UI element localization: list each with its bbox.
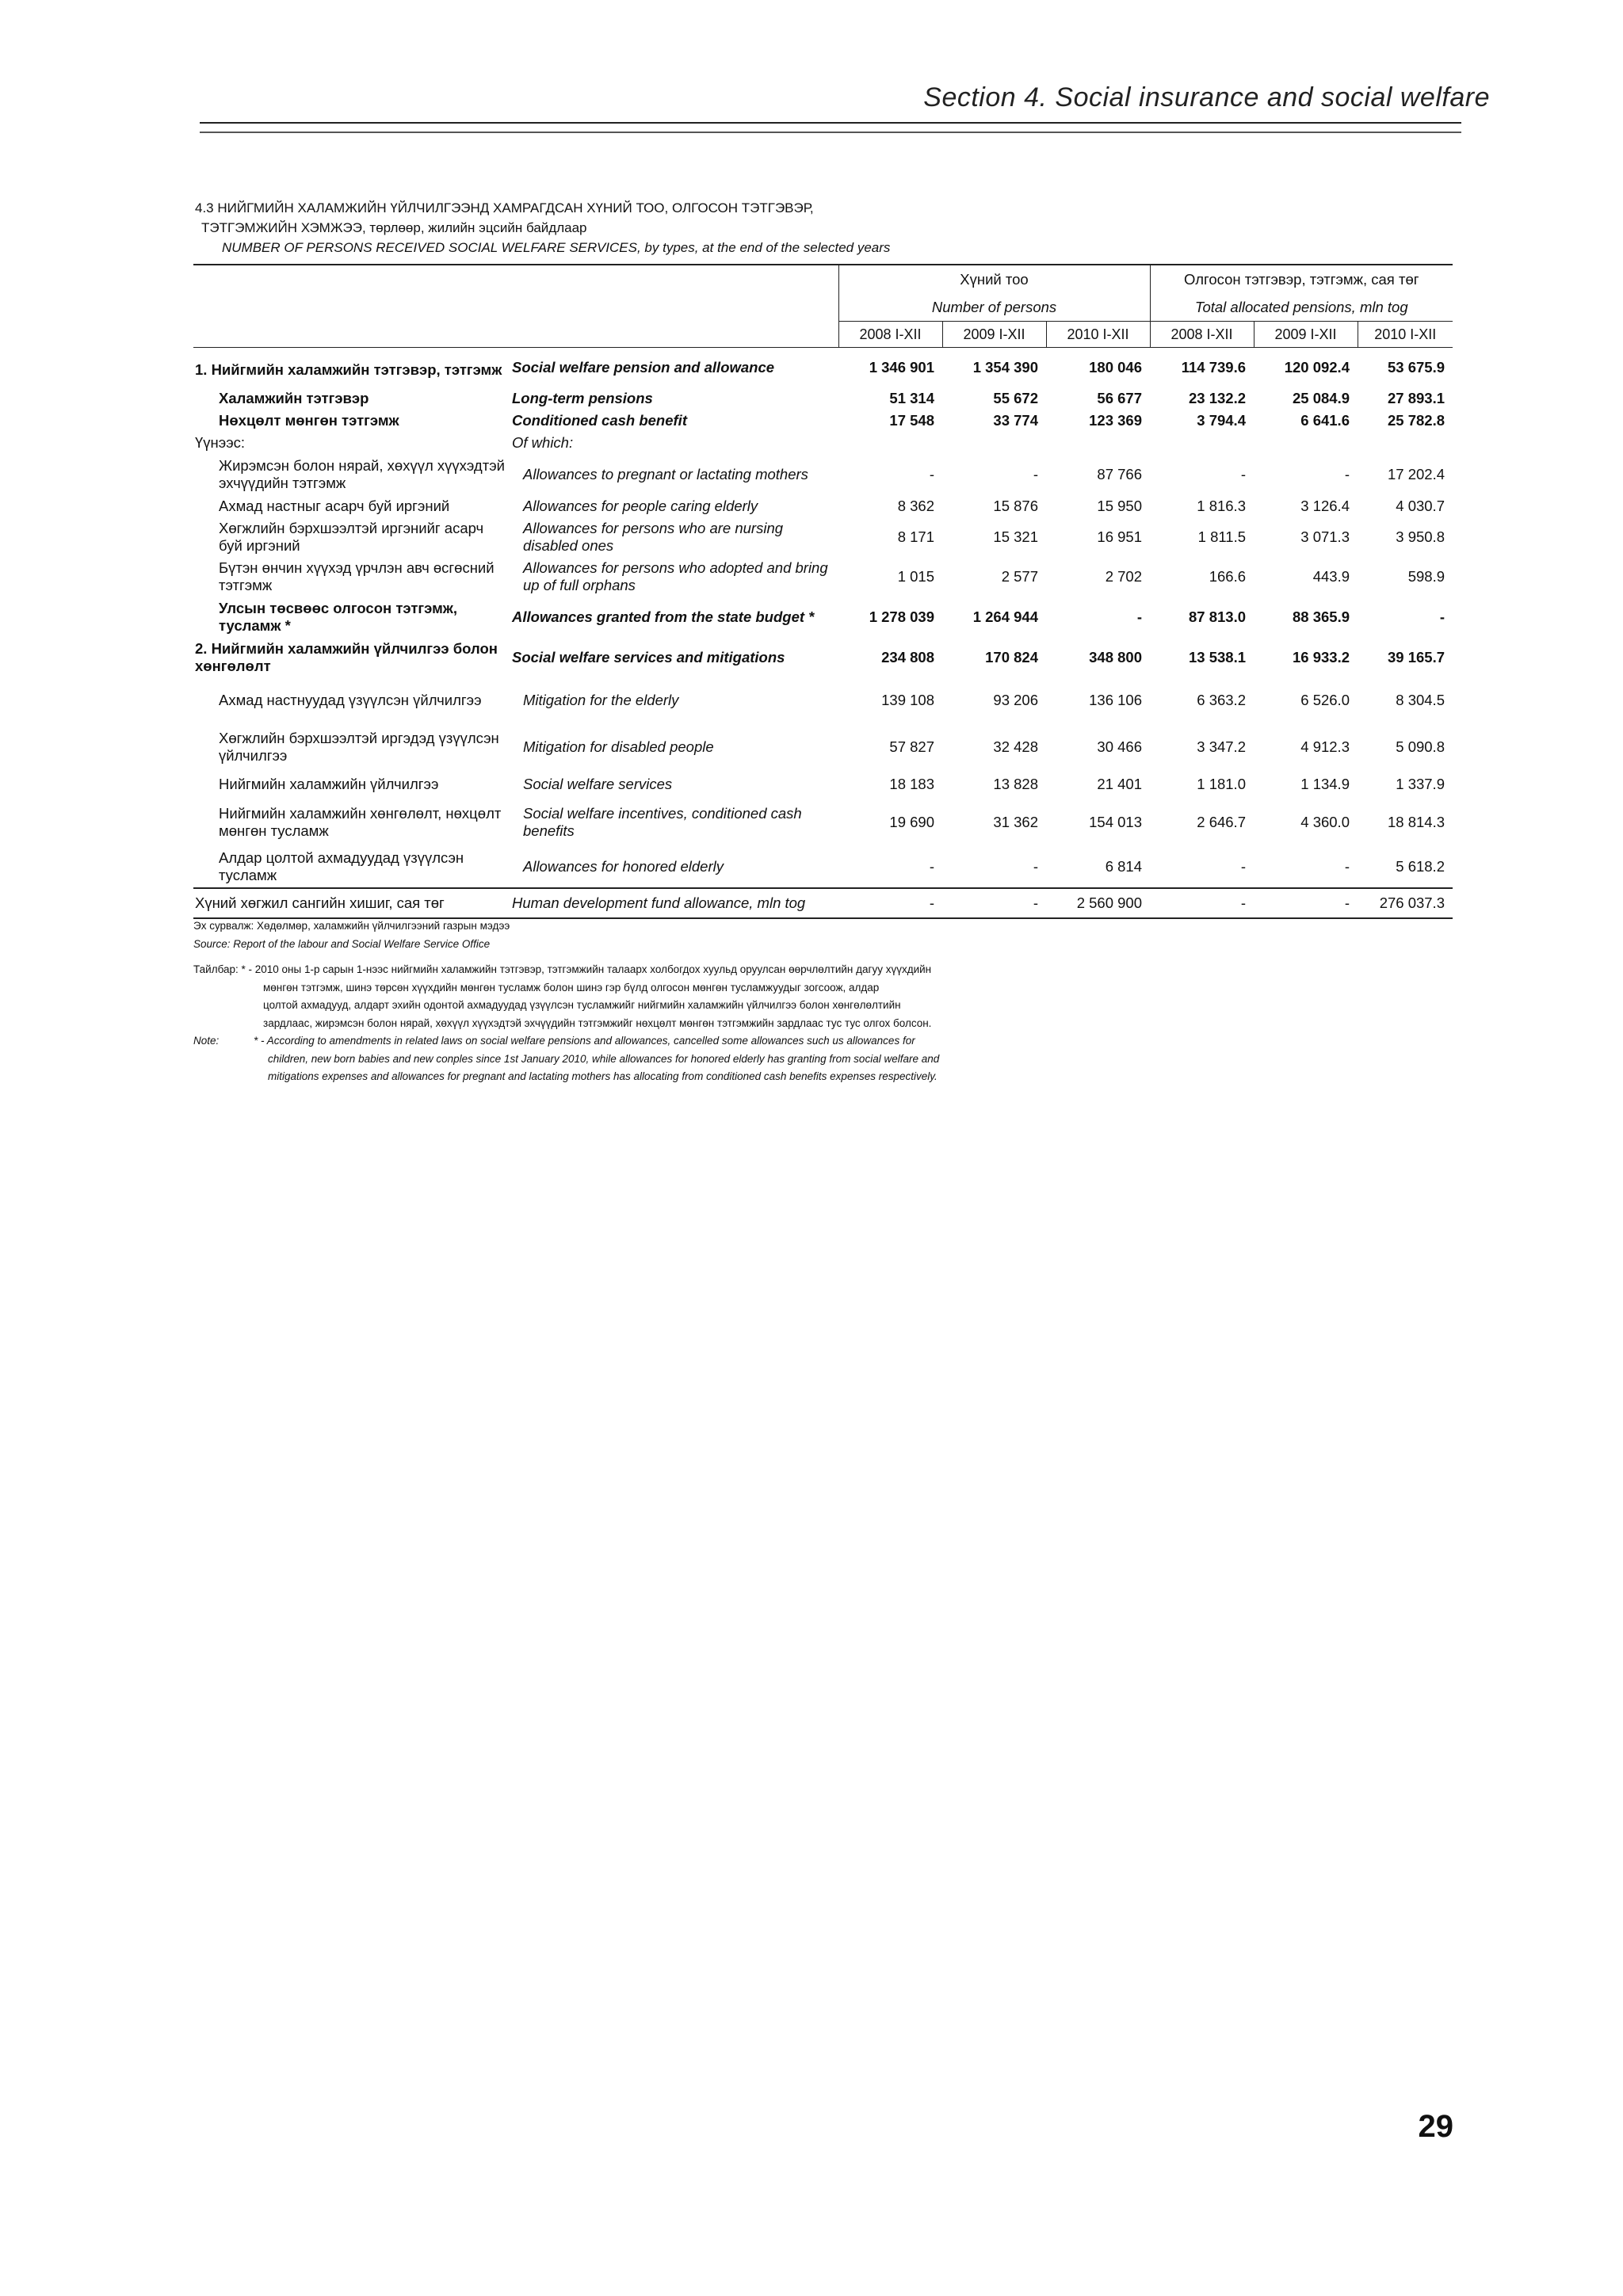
cell: 1 811.5 [1197,528,1246,545]
cell: 2 577 [1001,567,1038,585]
header-rule [200,122,1461,124]
cell: - [942,847,1046,888]
cell: 21 401 [1097,775,1142,792]
row-label-en: Human development fund allowance, mln tog [510,888,838,918]
source-mn: Эх сурвалж: Хөдөлмөр, халамжийн үйлчилгээний газрын мэдээ [193,920,510,932]
caption-line-2: ТЭТГЭМЖИЙН ХЭМЖЭЭ, төрлөөр, жилийн эцсийн байдлаар [201,220,587,235]
cell: 3 794.4 [1197,411,1246,429]
table-row [193,798,1453,847]
group-header-persons-en: Number of persons [838,294,1150,322]
cell: - [1439,608,1445,625]
note-en-line: * - According to amendments in related laws on social welfare pensions and allowances, cancelled some allowances such us allowances for [254,1035,915,1047]
source-en: Source: Report of the labour and Social Welfare Service Office [193,937,491,950]
cell: 4 912.3 [1300,738,1350,755]
cell: 2 560 900 [1046,888,1150,918]
group-header-persons-mn: Хүний тоо [838,265,1150,294]
cell: 2 702 [1105,567,1142,585]
row-label-en: Social welfare incentives, conditioned cash benefits [523,804,802,839]
row-label-mn: Ахмад настныг асарч буй иргэний [219,497,450,514]
cell: 1 134.9 [1300,775,1350,792]
cell: 123 369 [1089,411,1142,429]
cell: 16 951 [1097,528,1142,545]
cell: 1 354 390 [972,358,1038,376]
cell: 3 126.4 [1300,497,1350,514]
cell: 25 084.9 [1292,389,1350,406]
row-label-mn: Улсын төсвөөс олгосон тэтгэмж, тусламж * [219,599,458,634]
cell: - [929,465,934,482]
cell: 6 641.6 [1300,411,1350,429]
cell: 1 346 901 [869,358,934,376]
cell: - [1150,847,1254,888]
cell: 1 816.3 [1197,497,1246,514]
cell: 32 428 [993,738,1038,755]
cell: 8 171 [897,528,934,545]
cell: 598.9 [1407,567,1445,585]
table-row [193,348,1453,387]
row-label-mn: Хөгжлийн бэрхшээлтэй иргэдэд үзүүлсэн үйлчилгээ [219,729,499,764]
note-en-block [193,1032,939,1051]
cell: 18 183 [889,775,934,792]
note-mn-line: Тайлбар: * - 2010 оны 1-р сарын 1-нээс нийгмийн халамжийн тэтгэвэр, тэтгэмжийн талаарх холбогдох хуульд оруулсан өөрчлөлтийн дагуу хүүхдийн [193,963,932,975]
year-header: 2010 I-XII [1046,322,1150,348]
row-label-en: Allowances to pregnant or lactating mothers [523,465,808,482]
cell: 15 321 [993,528,1038,545]
caption-line-1: 4.3 НИЙГМИЙН ХАЛАМЖИЙН ҮЙЛЧИЛГЭЭНД ХАМРАГДСАН ХҮНИЙ ТОО, ОЛГОСОН ТЭТГЭВЭР, [195,200,814,215]
row-label-en: Social welfare services and mitigations [512,648,785,666]
cell: 348 800 [1089,648,1142,666]
row-label-en: Mitigation for the elderly [523,691,679,708]
cell: 87 813.0 [1188,608,1246,625]
cell: 443.9 [1312,567,1350,585]
row-label-mn: Алдар цолтой ахмадуудад үзүүлсэн тусламж [193,847,510,888]
table-row [193,888,1453,918]
row-label-en: Allowances for persons who adopted and bring up of full orphans [523,559,828,593]
row-label-mn: 1. Нийгмийн халамжийн тэтгэвэр, тэтгэмж [195,360,502,378]
section-header: Section 4. Social insurance and social welfare [923,82,1490,113]
cell: 1 181.0 [1197,775,1246,792]
row-label-mn: Нөхцөлт мөнгөн тэтгэмж [219,411,399,429]
welfare-table [193,264,1453,919]
cell: 17 202.4 [1387,465,1445,482]
row-label-mn: Үүнээс: [195,433,246,451]
cell: 1 278 039 [869,608,934,625]
table-row [193,771,1453,798]
cell: 15 950 [1097,497,1142,514]
row-label-mn: 2. Нийгмийн халамжийн үйлчилгээ болон хөнгөлөлт [195,639,498,674]
table-row [193,410,1453,432]
cell: 16 933.2 [1292,648,1350,666]
row-label-en: Allowances for honored elderly [510,847,838,888]
cell: 53 675.9 [1387,358,1445,376]
page-number: 29 [1418,2109,1453,2144]
cell: 1 015 [897,567,934,585]
cell: 3 347.2 [1197,738,1246,755]
row-label-en: Conditioned cash benefit [512,411,687,429]
cell: 4 030.7 [1396,497,1445,514]
cell: 139 108 [881,691,934,708]
row-label-en: Long-term pensions [512,389,653,406]
cell: 30 466 [1097,738,1142,755]
row-label-mn: Жирэмсэн болон нярай, хөхүүл хүүхэдтэй эхчүүдийн тэтгэмж [219,456,505,491]
row-label-en: Social welfare services [523,775,673,792]
cell: 5 090.8 [1396,738,1445,755]
cell: - [838,847,942,888]
table-caption [195,198,890,257]
note-en-line: children, new born babies and new conples since 1st January 2010, while allowances for honored elderly has granting from social welfare and [268,1052,940,1065]
cell: 56 677 [1097,389,1142,406]
cell: 234 808 [881,648,934,666]
cell: 93 206 [993,691,1038,708]
row-label-en: Social welfare pension and allowance [512,358,775,376]
row-label-mn: Ахмад настнуудад үзүүлсэн үйлчилгээ [219,691,482,708]
cell: 39 165.7 [1387,648,1445,666]
cell: 87 766 [1097,465,1142,482]
table-row [193,638,1453,677]
cell: 33 774 [993,411,1038,429]
note-mn-line: мөнгөн тэтгэмж, шинэ төрсөн хүүхдийн мөнгөн тусламж болон шинэ гэр бүлд олгосон мөнгөн тусламжуудыг зогсоож, алдар [263,981,880,994]
group-header-pensions-en: Total allocated pensions, mln tog [1150,294,1453,322]
row-label-en: Allowances for persons who are nursing disabled ones [523,519,784,554]
cell: 2 646.7 [1197,813,1246,830]
table-row [193,723,1453,771]
table-row [193,432,1453,454]
cell: - [1136,608,1142,625]
cell: 19 690 [889,813,934,830]
row-label-mn: Нийгмийн халамжийн үйлчилгээ [219,775,439,792]
table-row [193,677,1453,723]
cell: 6 526.0 [1300,691,1350,708]
cell: 1 337.9 [1396,775,1445,792]
cell: 31 362 [993,813,1038,830]
row-label-en: Mitigation for disabled people [523,738,714,755]
table-notes [193,917,939,1086]
cell: - [1150,888,1254,918]
caption-line-english: NUMBER OF PERSONS RECEIVED SOCIAL WELFARE SERVICES, by types, at the end of the selected years [222,240,891,255]
row-label-mn: Хүний хөгжил сангийн хишиг, сая төг [193,888,510,918]
cell: 3 071.3 [1300,528,1350,545]
row-label-en: Of which: [512,433,574,451]
cell: 27 893.1 [1387,389,1445,406]
year-header: 2009 I-XII [942,322,1046,348]
cell: 120 092.4 [1284,358,1350,376]
note-mn-line: зардлаас, жирэмсэн болон нярай, хөхүүл хүүхэдтэй эхчүүдийн тэтгэмжийг нөхцөлт мөнгөн тэтгэмжийн зардлаас тус тус олгох болсон. [263,1016,932,1029]
cell: 88 365.9 [1292,608,1350,625]
cell: 154 013 [1089,813,1142,830]
row-label-mn: Халамжийн тэтгэвэр [219,389,369,406]
cell: - [1240,465,1246,482]
table-row [193,495,1453,517]
year-header: 2008 I-XII [1150,322,1254,348]
cell: - [1254,847,1358,888]
cell: - [1033,465,1038,482]
cell: 8 304.5 [1396,691,1445,708]
cell: 180 046 [1089,358,1142,376]
cell: 15 876 [993,497,1038,514]
cell: 6 363.2 [1197,691,1246,708]
year-header: 2010 I-XII [1358,322,1453,348]
table-row [193,557,1453,597]
cell: - [838,888,942,918]
group-header-pensions-mn: Олгосон тэтгэвэр, тэтгэмж, сая төг [1150,265,1453,294]
table-row [193,454,1453,495]
cell: 5 618.2 [1358,847,1453,888]
table-row [193,517,1453,557]
cell: 170 824 [985,648,1038,666]
row-label-mn: Хөгжлийн бэрхшээлтэй иргэнийг асарч буй иргэний [219,519,484,554]
row-label-en: Allowances granted from the state budget * [512,608,815,625]
cell: 8 362 [897,497,934,514]
cell: 1 264 944 [972,608,1038,625]
header-rule-secondary [200,132,1461,133]
cell: - [1254,888,1358,918]
cell: 18 814.3 [1387,813,1445,830]
cell: 57 827 [889,738,934,755]
cell: 3 950.8 [1396,528,1445,545]
cell: 51 314 [889,389,934,406]
cell: 4 360.0 [1300,813,1350,830]
cell: 25 782.8 [1387,411,1445,429]
cell: 23 132.2 [1188,389,1246,406]
year-header: 2008 I-XII [838,322,942,348]
cell: - [1344,465,1350,482]
cell: 55 672 [993,389,1038,406]
row-label-mn: Бүтэн өнчин хүүхэд үрчлэн авч өсгөсний тэтгэмж [219,559,495,593]
cell: 114 739.6 [1181,358,1246,376]
year-header: 2009 I-XII [1254,322,1358,348]
cell: 13 828 [993,775,1038,792]
cell: - [942,888,1046,918]
table-row [193,847,1453,888]
cell: 6 814 [1046,847,1150,888]
cell: 13 538.1 [1188,648,1246,666]
cell: 17 548 [889,411,934,429]
note-en-label: Note: [193,1035,220,1047]
note-mn-line: цолтой ахмадууд, алдарт эхийн одонтой ахмадуудад үзүүлсэн тусламжийг нийгмийн халамжийн үйлчилгээ болон хөнгөлөлтийн [263,999,901,1011]
table-row [193,387,1453,410]
cell: 166.6 [1209,567,1246,585]
row-label-mn: Нийгмийн халамжийн хөнгөлөлт, нөхцөлт мөнгөн тусламж [219,804,502,839]
note-en-line: mitigations expenses and allowances for pregnant and lactating mothers has allocating from conditioned cash benefits expenses respectively. [268,1070,938,1082]
cell: 136 106 [1089,691,1142,708]
table-row [193,597,1453,638]
cell: 276 037.3 [1358,888,1453,918]
row-label-en: Allowances for people caring elderly [523,497,758,514]
